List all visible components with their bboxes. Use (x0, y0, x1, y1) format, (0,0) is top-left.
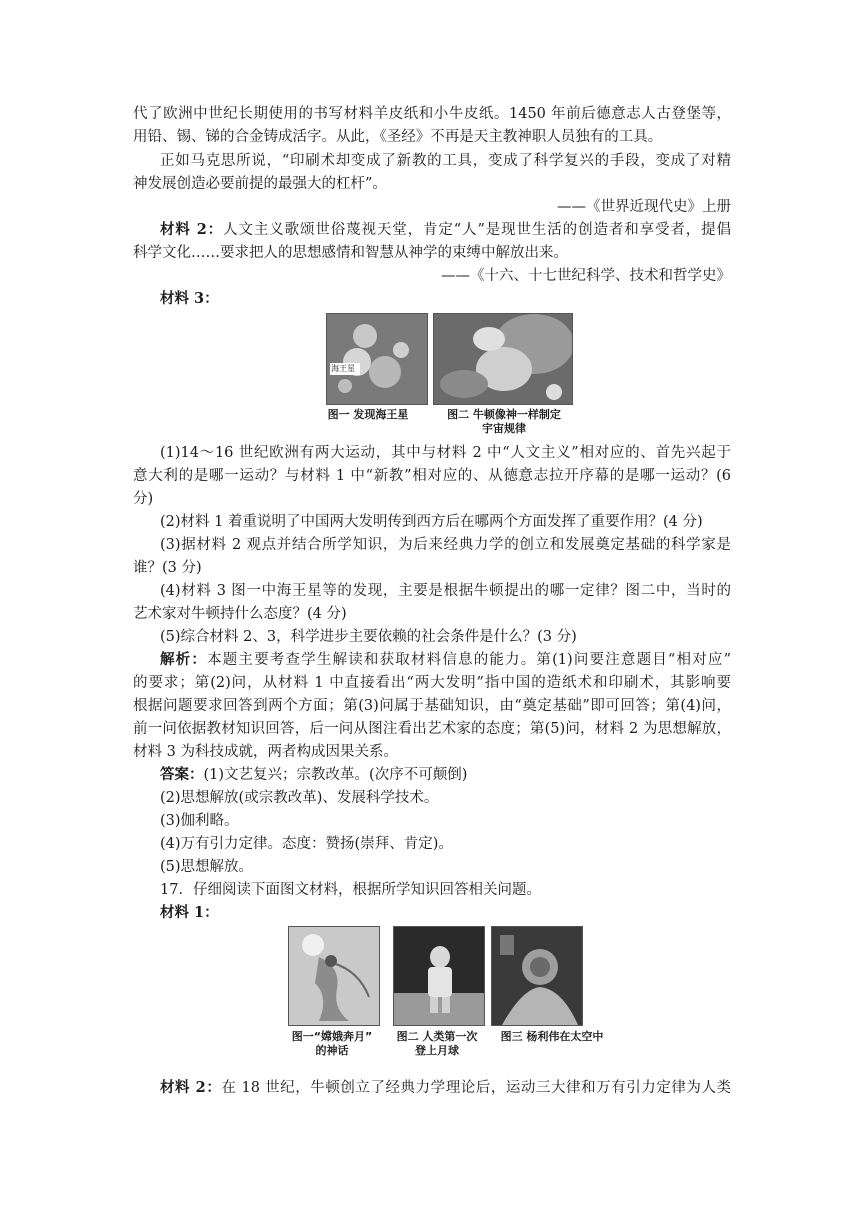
question-17-line: 17．仔细阅读下面图文材料，根据所学知识回答相关问题。 (160, 882, 541, 898)
material-text: 人文主义歌颂世俗蔑视天堂，肯定“人”是现世生活的创造者和享受者，提倡 (223, 222, 731, 238)
figure-caption: 图三 杨利伟在太空中 (500, 1030, 604, 1043)
text-line: 代了欧洲中世纪长期使用的书写材料羊皮纸和小牛皮纸。1450 年前后德意志人古登堡等， (133, 106, 731, 122)
figure-caption: 登上月球 (415, 1044, 459, 1057)
figure-caption: 图一“嫦娥奔月” (291, 1030, 373, 1043)
yang-liwei-illustration (492, 927, 582, 1025)
material-3-label: 材料 3： (160, 290, 219, 307)
text-line: 科学文化……要求把人的思想感情和智慧从神学的束缚中解放出来。 (133, 245, 568, 261)
material-2-line (160, 220, 731, 240)
question-line: (3)据材料 2 观点并结合所学知识，为后来经典力学的创立和发展奠定基础的科学家是 (160, 537, 731, 553)
analysis-text: 本题主要考查学生解读和获取材料信息的能力。第(1)问要注意题目“相对应” (207, 652, 731, 668)
figure-caption: 的神话 (315, 1044, 349, 1057)
answer-line: (2)思想解放(或宗教改革)、发展科学技术。 (160, 790, 439, 806)
answer-line: (4)万有引力定律。态度：赞扬(崇拜、肯定)。 (160, 836, 453, 852)
answer-text: (1)文艺复兴；宗教改革。(次序不可颠倒) (203, 767, 468, 783)
newton-illustration (434, 314, 572, 404)
material-label: 材料 2： (160, 1079, 222, 1096)
answer-label: 答案： (160, 766, 204, 783)
answer-line: (5)思想解放。 (160, 859, 254, 875)
question-line: (1)14～16 世纪欧洲有两大运动，其中与材料 2 中“人文主义”相对应的、首先兴起于 (160, 445, 731, 461)
question-line: 分) (133, 491, 154, 507)
material-1-label: 材料 1： (160, 904, 219, 921)
planets-illustration (327, 314, 427, 404)
question-line: (5)综合材料 2、3，科学进步主要依赖的社会条件是什么？(3 分) (160, 629, 577, 645)
material-2-line (160, 1078, 731, 1098)
newton-image (433, 313, 573, 405)
figure-caption: 图二 人类第一次 (396, 1030, 478, 1043)
analysis-line (160, 650, 731, 670)
question-line: (2)材料 1 着重说明了中国两大发明传到西方后在哪两个方面发挥了重要作用？(4 分) (160, 514, 703, 530)
question-line: (4)材料 3 图一中海王星等的发现，主要是根据牛顿提出的哪一定律？图二中，当时的 (160, 583, 731, 599)
analysis-line: 的要求；第(2)问，从材料 1 中直接看出“两大发明”指中国的造纸术和印刷术，其影响要 (133, 675, 731, 691)
moon-landing-illustration (394, 927, 484, 1025)
moon-landing-image (393, 926, 485, 1026)
figure-caption: 图一 发现海王星 (327, 408, 409, 421)
answer-line: (3)伽利略。 (160, 813, 239, 829)
neptune-label: 海王星 (331, 364, 355, 373)
analysis-label: 解析： (160, 651, 208, 668)
material-text: 在 18 世纪，牛顿创立了经典力学理论后，运动三大律和万有引力定律为人类 (221, 1080, 731, 1096)
neptune-image (326, 313, 428, 405)
question-line: 艺术家对牛顿持什么态度？(4 分) (133, 606, 347, 622)
analysis-line: 前一问依据教材知识回答，后一问从图注看出艺术家的态度；第(5)问，材料 2 为思想解放， (133, 721, 731, 737)
text-line: 用铅、锡、锑的合金铸成活字。从此，《圣经》不再是天主教神职人员独有的工具。 (133, 129, 663, 145)
analysis-line: 根据问题要求回答到两个方面；第(3)问属于基础知识，由“奠定基础”即可回答；第(4)问， (133, 698, 731, 714)
analysis-line: 材料 3 为科技成就，两者构成因果关系。 (133, 744, 398, 760)
change-e-image (288, 926, 380, 1026)
yang-liwei-image (491, 926, 583, 1026)
question-line: 谁？(3 分) (133, 560, 202, 576)
text-line: 神发展创造必要前提的最强大的杠杆”。 (133, 176, 387, 192)
figure-caption: 图二 牛顿像神一样制定 (447, 408, 561, 421)
figure-caption: 宇宙规律 (482, 422, 526, 435)
change-e-illustration (289, 927, 379, 1025)
source-citation: ——《十六、十七世纪科学、技术和哲学史》 (441, 268, 731, 284)
question-line: 意大利的是哪一运动？与材料 1 中“新教”相对应的、从德意志拉开序幕的是哪一运动？(6 (133, 468, 731, 484)
material-label: 材料 2： (160, 221, 224, 238)
text-line: 正如马克思所说，“印刷术却变成了新教的工具，变成了科学复兴的手段，变成了对精 (160, 153, 731, 169)
answer-line (160, 765, 731, 785)
source-citation: ——《世界近现代史》上册 (557, 199, 731, 215)
